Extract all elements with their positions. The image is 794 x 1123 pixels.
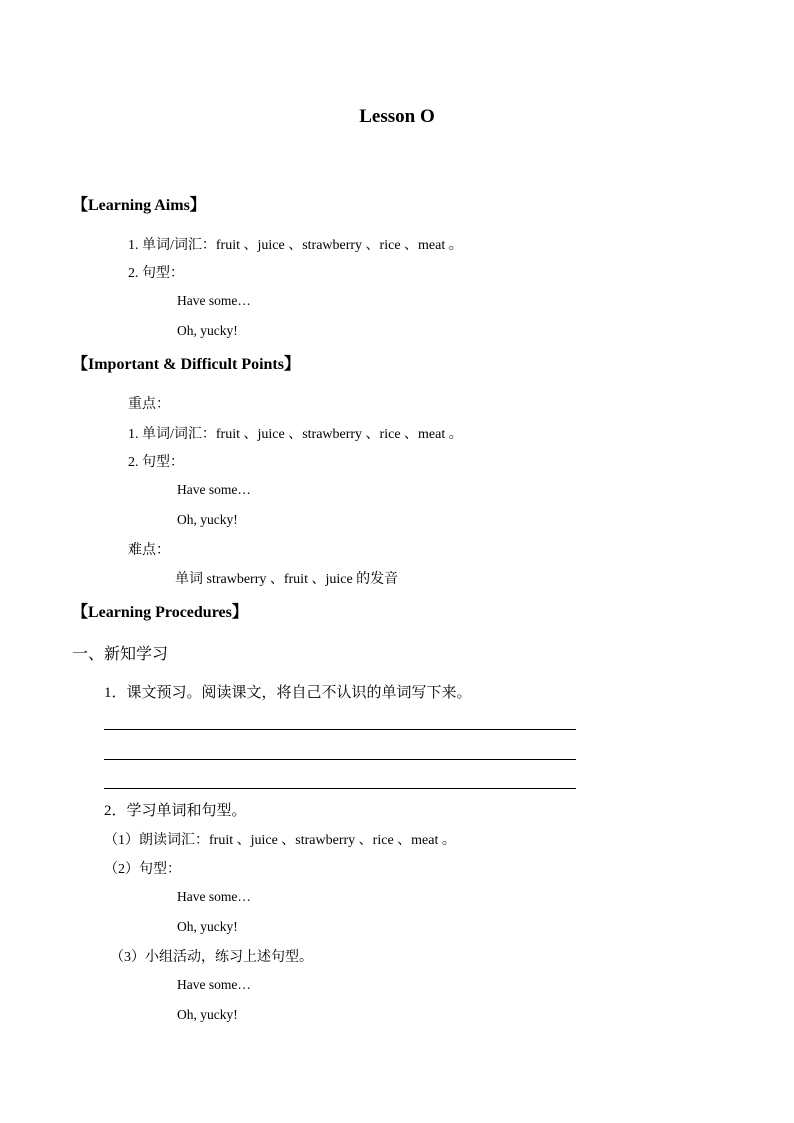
- important-points-heading: 【Important & Difficult Points】: [72, 356, 300, 373]
- key-points-label: 重点：: [128, 397, 170, 412]
- substep-sentence-pattern: （2）句型：: [104, 862, 181, 877]
- difficult-points-text: 单词 strawberry 、fruit 、juice 的发音: [175, 572, 399, 587]
- substep-read-vocabulary: （1）朗读词汇：fruit 、juice 、strawberry 、rice 、meat 。: [104, 833, 456, 848]
- activity-sentence-1: Have some…: [177, 977, 251, 992]
- key-sentence-1: Have some…: [177, 482, 251, 497]
- answer-line[interactable]: [104, 729, 576, 730]
- aims-vocabulary-item: 1. 单词/词汇：fruit 、juice 、strawberry 、rice 、meat 。: [128, 238, 463, 253]
- section-new-learning: 一、新知学习: [72, 646, 169, 663]
- activity-sentence-2: Oh, yucky!: [177, 1007, 238, 1022]
- aims-sentence-1: Have some…: [177, 293, 251, 308]
- substep-group-activity: （3）小组活动，练习上述句型。: [110, 950, 313, 965]
- step-study: 2．学习单词和句型。: [104, 803, 247, 819]
- substep-sentence-1: Have some…: [177, 889, 251, 904]
- answer-line[interactable]: [104, 788, 576, 789]
- page-title: Lesson O: [359, 106, 435, 127]
- key-vocabulary-item: 1. 单词/词汇：fruit 、juice 、strawberry 、rice 、meat 。: [128, 427, 463, 442]
- aims-sentence-pattern-item: 2. 句型：: [128, 266, 184, 281]
- answer-line[interactable]: [104, 759, 576, 760]
- key-sentence-2: Oh, yucky!: [177, 512, 238, 527]
- learning-procedures-heading: 【Learning Procedures】: [72, 604, 248, 621]
- learning-aims-heading: 【Learning Aims】: [72, 197, 206, 214]
- aims-sentence-2: Oh, yucky!: [177, 323, 238, 338]
- substep-sentence-2: Oh, yucky!: [177, 919, 238, 934]
- step-preview: 1．课文预习。阅读课文，将自己不认识的单词写下来。: [104, 685, 472, 701]
- difficult-points-label: 难点：: [128, 543, 170, 558]
- key-sentence-pattern-item: 2. 句型：: [128, 455, 184, 470]
